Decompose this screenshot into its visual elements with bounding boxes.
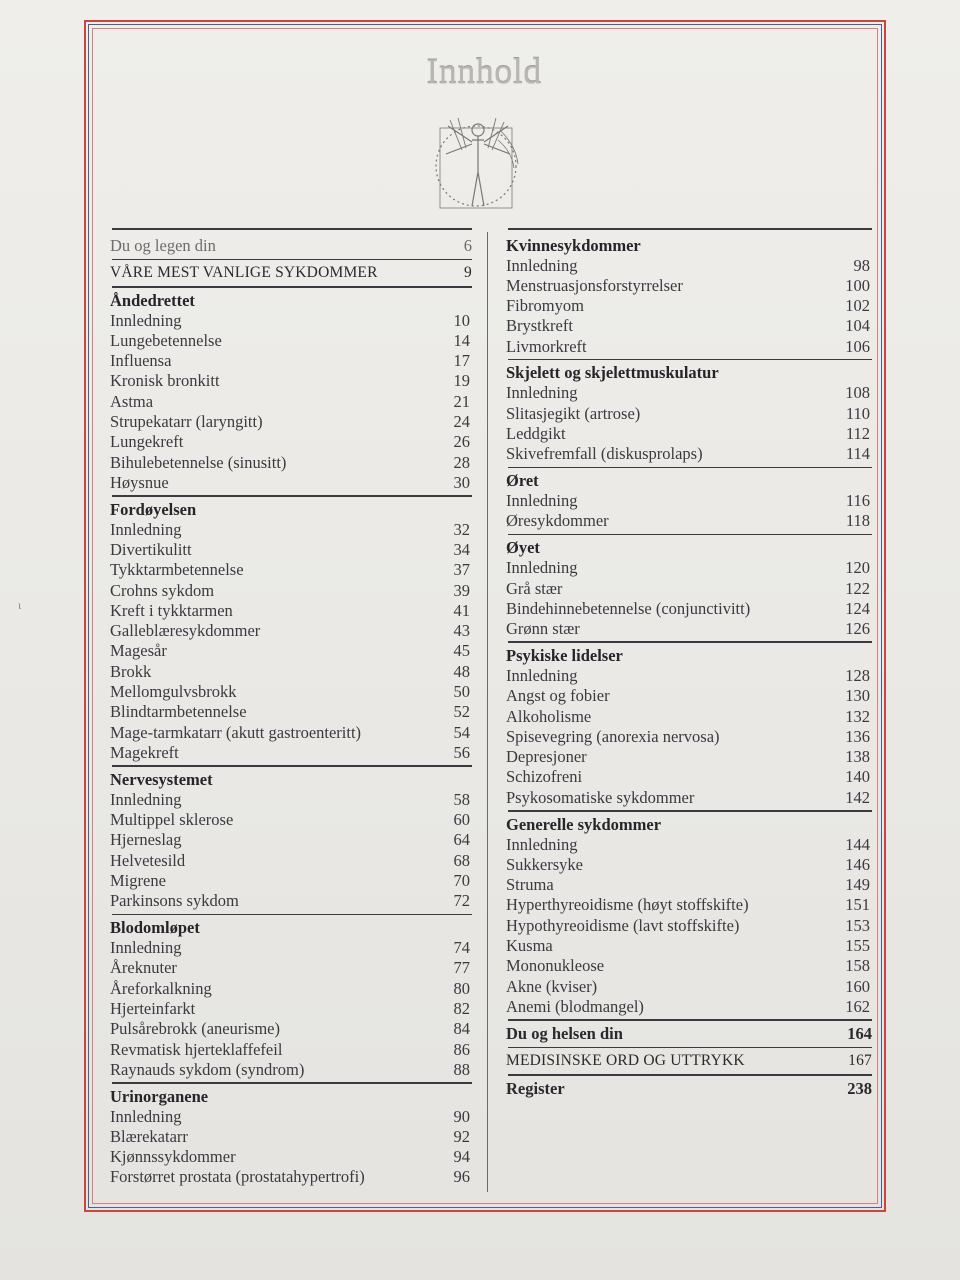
toc-entry-page: 149 [845, 875, 870, 895]
toc-left-column [110, 228, 472, 1190]
toc-item-page: 164 [847, 1023, 872, 1043]
toc-entry-page: 70 [453, 870, 470, 890]
toc-entry-label: Blindtarmbetennelse [110, 702, 247, 722]
toc-entry-page: 45 [453, 641, 470, 661]
toc-entry-label: Hjerneslag [110, 830, 182, 850]
toc-entry-page: 37 [453, 560, 470, 580]
section-title: Psykiske lidelser [506, 645, 623, 665]
toc-entry-label: Åreforkalkning [110, 978, 212, 998]
toc-entry-page: 160 [845, 976, 870, 996]
toc-entry [110, 641, 472, 661]
toc-entry [506, 686, 872, 706]
toc-entry [506, 727, 872, 747]
toc-entry-label: Helvetesild [110, 850, 186, 870]
toc-entry [506, 599, 872, 619]
toc-entry [506, 276, 872, 296]
toc-item-page: 238 [847, 1078, 872, 1098]
toc-section [110, 497, 472, 766]
toc-entry [506, 788, 872, 808]
toc-entry [506, 444, 872, 464]
section-title: Generelle sykdommer [506, 814, 662, 834]
toc-entry-page: 74 [453, 938, 470, 958]
toc-entry-page: 162 [845, 996, 870, 1016]
toc-entry-label: Innledning [110, 310, 182, 330]
toc-section [506, 233, 872, 359]
toc-standalone-item [110, 260, 472, 286]
toc-standalone-item [506, 1021, 872, 1047]
toc-entry [506, 875, 872, 895]
toc-entry-label: Kusma [506, 936, 553, 956]
toc-entry-label: Bihulebetennelse (sinusitt) [110, 452, 287, 472]
toc-entry [110, 891, 472, 911]
toc-entry-page: 14 [453, 330, 470, 350]
toc-entry [110, 1167, 472, 1187]
toc-entry [506, 256, 872, 276]
section-title: Øyet [506, 538, 540, 558]
toc-entry-page: 43 [453, 621, 470, 641]
toc-entry-label: Åreknuter [110, 958, 177, 978]
toc-entry-label: Kronisk bronkitt [110, 371, 220, 391]
toc-entry [110, 999, 472, 1019]
toc-entry [110, 473, 472, 493]
section-rule [112, 228, 472, 230]
toc-entry [110, 560, 472, 580]
toc-entry-label: Innledning [506, 491, 578, 511]
toc-entry [506, 855, 872, 875]
toc-entry [110, 392, 472, 412]
toc-entry-label: Sukkersyke [506, 854, 583, 874]
toc-entry-label: Lungekreft [110, 432, 184, 452]
toc-entry-label: Galleblæresykdommer [110, 621, 261, 641]
toc-entry-page: 50 [453, 682, 470, 702]
toc-entry [110, 830, 472, 850]
toc-entry-page: 146 [845, 854, 870, 874]
toc-entry-label: Astma [110, 391, 154, 411]
toc-entry-page: 17 [453, 351, 470, 371]
toc-entry [110, 851, 472, 871]
section-title: Fordøyelsen [110, 499, 197, 519]
toc-entry-label: Anemi (blodmangel) [506, 996, 644, 1016]
toc-entry-page: 41 [453, 600, 470, 620]
section-title: Blodomløpet [110, 918, 200, 938]
toc-item-label: Du og helsen din [506, 1023, 623, 1043]
toc-entry [110, 581, 472, 601]
toc-entry-page: 90 [453, 1106, 470, 1126]
toc-entry-label: Leddgikt [506, 424, 566, 444]
toc-entry-label: Grønn stær [506, 619, 580, 639]
toc-entry-label: Innledning [110, 938, 182, 958]
toc-entry-page: 116 [845, 491, 870, 511]
toc-entry-page: 68 [453, 850, 470, 870]
toc-entry-page: 30 [453, 472, 470, 492]
toc-entry-label: Migrene [110, 870, 166, 890]
toc-entry [110, 412, 472, 432]
toc-entry-page: 112 [845, 424, 870, 444]
toc-entry-label: Revmatisk hjerteklaffefeil [110, 1039, 283, 1059]
toc-entry-page: 52 [453, 702, 470, 722]
toc-entry-label: Hyperthyreoidisme (høyt stoffskifte) [506, 895, 749, 915]
toc-entry-page: 82 [453, 998, 470, 1018]
toc-right-column [506, 228, 872, 1102]
column-divider [487, 232, 488, 1192]
toc-entry [110, 601, 472, 621]
toc-entry-page: 28 [453, 452, 470, 472]
toc-section [506, 643, 872, 810]
toc-entry [110, 331, 472, 351]
toc-entry-page: 140 [845, 767, 870, 787]
toc-entry-page: 98 [853, 255, 870, 275]
toc-entry-label: Struma [506, 875, 554, 895]
toc-entry-page: 26 [453, 432, 470, 452]
toc-entry-page: 84 [453, 1019, 470, 1039]
toc-entry [506, 383, 872, 403]
toc-standalone-item [506, 1076, 872, 1102]
toc-entry-page: 10 [453, 310, 470, 330]
toc-entry [110, 682, 472, 702]
toc-entry-page: 86 [453, 1039, 470, 1059]
toc-entry-label: Innledning [506, 558, 578, 578]
margin-mark: ι [18, 598, 22, 612]
toc-item-label: VÅRE MEST VANLIGE SYKDOMMER [110, 264, 378, 281]
toc-entry [110, 453, 472, 473]
toc-entry [110, 432, 472, 452]
toc-entry [110, 1127, 472, 1147]
toc-entry [506, 707, 872, 727]
toc-entry-page: 32 [453, 519, 470, 539]
toc-entry-label: Brokk [110, 661, 152, 681]
toc-entry-page: 60 [453, 810, 470, 830]
toc-section [506, 535, 872, 641]
toc-entry-page: 142 [845, 787, 870, 807]
toc-entry-page: 80 [453, 978, 470, 998]
toc-standalone-item [506, 1048, 872, 1074]
toc-entry-label: Angst og fobier [506, 686, 610, 706]
toc-entry [110, 743, 472, 763]
toc-section [110, 288, 472, 496]
toc-entry-page: 136 [845, 726, 870, 746]
toc-entry [506, 424, 872, 444]
toc-entry [506, 997, 872, 1017]
section-title: Urinorganene [110, 1086, 209, 1106]
toc-entry-label: Pulsårebrokk (aneurisme) [110, 1019, 280, 1039]
toc-entry-label: Innledning [110, 1106, 182, 1126]
toc-entry-page: 118 [845, 511, 870, 531]
toc-entry-page: 94 [453, 1147, 470, 1167]
toc-entry [506, 404, 872, 424]
toc-entry-label: Divertikulitt [110, 539, 192, 559]
section-title: Nervesystemet [110, 769, 213, 789]
toc-entry [506, 956, 872, 976]
toc-section [110, 915, 472, 1082]
toc-entry [506, 916, 872, 936]
toc-entry-label: Skivefremfall (diskusprolaps) [506, 444, 703, 464]
toc-entry [110, 540, 472, 560]
toc-entry [506, 337, 872, 357]
toc-entry-page: 158 [845, 956, 870, 976]
toc-entry [506, 895, 872, 915]
toc-section [506, 468, 872, 534]
toc-entry-page: 92 [453, 1126, 470, 1146]
toc-item-label: MEDISINSKE ORD OG UTTRYKK [506, 1052, 745, 1070]
toc-entry [110, 1060, 472, 1080]
toc-entry-page: 64 [453, 830, 470, 850]
toc-entry-page: 58 [453, 789, 470, 809]
toc-section [110, 767, 472, 914]
toc-entry [110, 1147, 472, 1167]
toc-item-page: 6 [463, 235, 472, 255]
toc-entry-label: Hypothyreoidisme (lavt stoffskifte) [506, 915, 740, 935]
toc-entry-label: Multippel sklerose [110, 810, 234, 830]
toc-entry-page: 124 [845, 598, 870, 618]
toc-item-page: 9 [464, 264, 472, 281]
toc-entry-label: Raynauds sykdom (syndrom) [110, 1059, 305, 1079]
toc-entry [110, 1019, 472, 1039]
toc-entry-label: Forstørret prostata (prostatahypertrofi) [110, 1167, 365, 1187]
toc-entry-label: Livmorkreft [506, 336, 587, 356]
toc-entry-page: 126 [845, 619, 870, 639]
toc-entry-label: Spisevegring (anorexia nervosa) [506, 726, 720, 746]
toc-entry-label: Grå stær [506, 578, 563, 598]
toc-entry-label: Øresykdommer [506, 511, 609, 531]
toc-entry-label: Innledning [506, 383, 578, 403]
toc-entry-label: Kreft i tykktarmen [110, 600, 233, 620]
toc-entry-page: 130 [845, 686, 870, 706]
toc-entry [506, 619, 872, 639]
toc-entry [506, 747, 872, 767]
toc-entry-label: Slitasjegikt (artrose) [506, 403, 641, 423]
toc-entry-label: Blærekatarr [110, 1126, 188, 1146]
toc-entry-label: Lungebetennelse [110, 330, 222, 350]
toc-entry-label: Bindehinnebetennelse (conjunctivitt) [506, 598, 751, 618]
toc-entry-label: Psykosomatiske sykdommer [506, 787, 695, 807]
toc-entry-label: Innledning [110, 789, 182, 809]
toc-item-label: Register [506, 1078, 565, 1098]
toc-entry [506, 511, 872, 531]
toc-entry [110, 702, 472, 722]
toc-entry-label: Depresjoner [506, 747, 587, 767]
toc-entry [110, 1040, 472, 1060]
toc-entry-page: 39 [453, 580, 470, 600]
toc-entry [110, 371, 472, 391]
toc-entry [506, 558, 872, 578]
toc-entry-page: 56 [453, 742, 470, 762]
toc-entry [110, 810, 472, 830]
toc-entry-page: 114 [845, 444, 870, 464]
toc-entry [110, 311, 472, 331]
toc-entry-page: 19 [453, 371, 470, 391]
toc-entry-page: 104 [845, 316, 870, 336]
toc-entry-label: Magekreft [110, 742, 179, 762]
toc-entry [506, 767, 872, 787]
toc-entry-label: Mage-tarmkatarr (akutt gastroenteritt) [110, 722, 362, 742]
toc-entry [110, 979, 472, 999]
toc-entry-page: 54 [453, 722, 470, 742]
vitruvian-man-emblem-icon [428, 110, 524, 214]
toc-entry-label: Innledning [506, 665, 578, 685]
toc-entry [506, 491, 872, 511]
toc-entry-label: Alkoholisme [506, 706, 592, 726]
toc-entry-label: Mellomgulvsbrokk [110, 682, 237, 702]
toc-entry [506, 296, 872, 316]
toc-entry-page: 100 [845, 275, 870, 295]
toc-section [506, 360, 872, 466]
toc-entry-page: 122 [845, 578, 870, 598]
section-rule [508, 228, 872, 230]
toc-entry-page: 120 [845, 558, 870, 578]
toc-entry-label: Innledning [110, 519, 182, 539]
toc-entry [110, 790, 472, 810]
toc-entry [506, 936, 872, 956]
toc-entry-page: 102 [845, 296, 870, 316]
toc-entry [110, 621, 472, 641]
toc-entry [110, 520, 472, 540]
section-title: Skjelett og skjelettmuskulatur [506, 363, 719, 383]
toc-entry-label: Strupekatarr (laryngitt) [110, 411, 263, 431]
toc-entry-page: 21 [453, 391, 470, 411]
toc-entry-page: 138 [845, 747, 870, 767]
toc-entry-page: 153 [845, 915, 870, 935]
toc-entry [110, 662, 472, 682]
toc-entry-label: Tykktarmbetennelse [110, 560, 244, 580]
toc-entry-page: 77 [453, 958, 470, 978]
toc-entry-label: Hjerteinfarkt [110, 998, 196, 1018]
toc-entry [506, 977, 872, 997]
toc-entry-label: Crohns sykdom [110, 580, 215, 600]
toc-entry [506, 316, 872, 336]
toc-entry-label: Magesår [110, 641, 167, 661]
toc-entry-label: Innledning [506, 834, 578, 854]
toc-standalone-item [110, 233, 472, 259]
toc-entry-page: 108 [845, 383, 870, 403]
toc-entry-label: Innledning [506, 255, 578, 275]
toc-entry [110, 723, 472, 743]
toc-item-label: Du og legen din [110, 235, 216, 255]
toc-entry-page: 88 [453, 1059, 470, 1079]
toc-entry-label: Menstruasjonsforstyrrelser [506, 275, 683, 295]
toc-entry-label: Mononukleose [506, 956, 605, 976]
toc-entry-label: Kjønnssykdommer [110, 1147, 236, 1167]
toc-entry-page: 155 [845, 936, 870, 956]
toc-entry [506, 835, 872, 855]
toc-entry-label: Akne (kviser) [506, 976, 598, 996]
toc-entry-page: 24 [453, 411, 470, 431]
toc-entry-page: 106 [845, 336, 870, 356]
toc-entry-page: 72 [453, 891, 470, 911]
toc-section [506, 812, 872, 1020]
toc-entry [110, 1107, 472, 1127]
toc-entry-page: 151 [845, 895, 870, 915]
toc-entry-label: Schizofreni [506, 767, 583, 787]
toc-entry [506, 579, 872, 599]
toc-entry-page: 96 [453, 1167, 470, 1187]
toc-entry-page: 132 [845, 706, 870, 726]
toc-entry-page: 128 [845, 665, 870, 685]
toc-entry [110, 938, 472, 958]
section-title: Kvinnesykdommer [506, 235, 641, 255]
toc-entry-label: Fibromyom [506, 296, 584, 316]
toc-entry [506, 666, 872, 686]
toc-entry-page: 144 [845, 834, 870, 854]
toc-entry [110, 351, 472, 371]
toc-entry-page: 48 [453, 661, 470, 681]
toc-entry [110, 871, 472, 891]
toc-entry-page: 34 [453, 539, 470, 559]
toc-entry-page: 110 [845, 403, 870, 423]
toc-entry-label: Høysnue [110, 472, 169, 492]
toc-entry [110, 958, 472, 978]
toc-entry-label: Influensa [110, 351, 172, 371]
page-title: Innhold [426, 51, 542, 91]
toc-entry-label: Parkinsons sykdom [110, 891, 239, 911]
toc-item-page: 167 [848, 1052, 872, 1070]
toc-entry-label: Brystkreft [506, 316, 573, 336]
section-title: Åndedrettet [110, 290, 195, 310]
section-title: Øret [506, 471, 539, 491]
toc-section [110, 1084, 472, 1190]
